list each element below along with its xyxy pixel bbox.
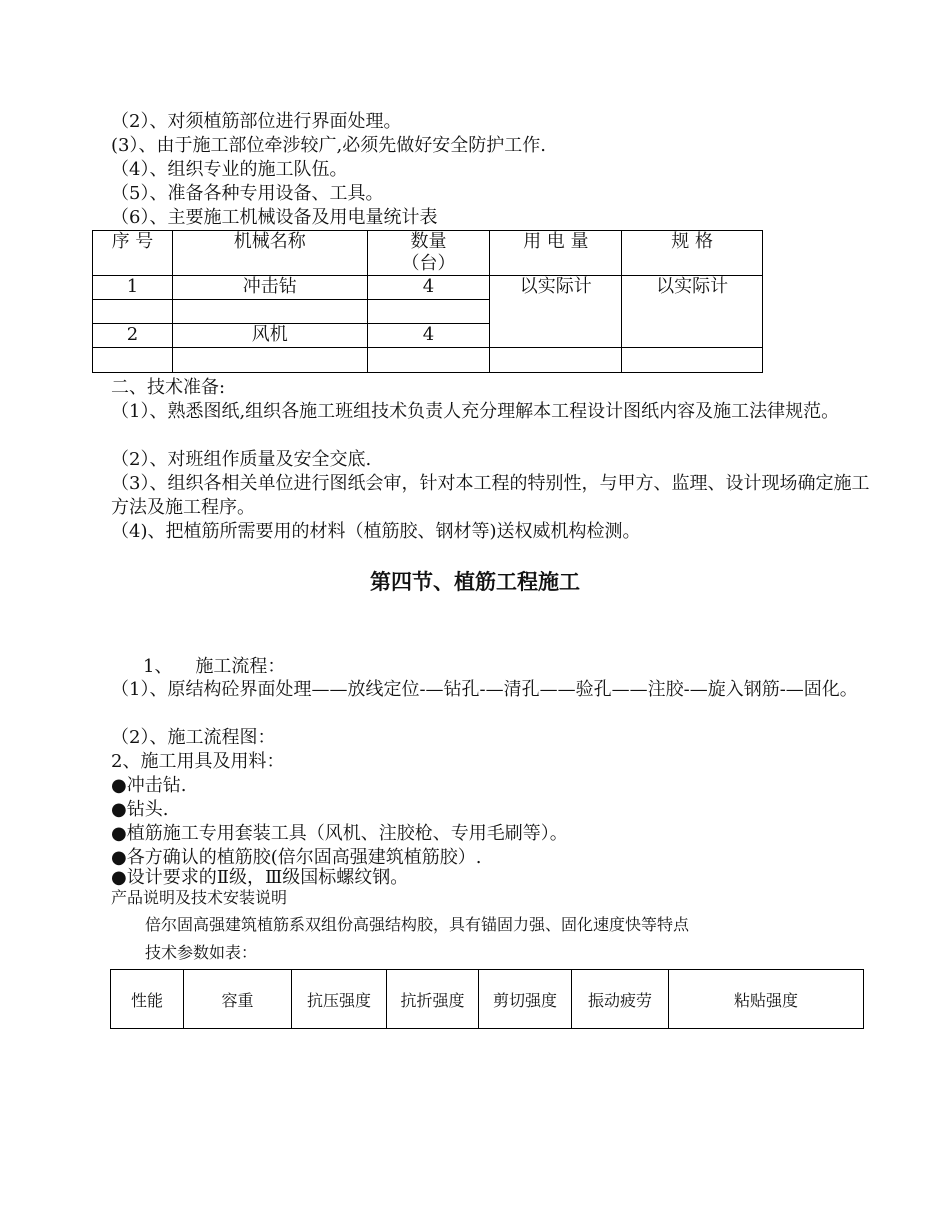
tool-item: ●钻头. [111,799,169,820]
params-cell: 容重 [184,970,292,1029]
section-title: 第四节、植筋工程施工 [370,570,580,594]
tech-prep-heading: 二、技术准备: [111,377,226,398]
header-cell: 用 电 量 [490,231,622,276]
tool-item: ●冲击钻. [111,775,187,796]
header-qty: 数量 [410,231,447,252]
header-qty-unit: （台） [401,253,456,274]
equipment-table [92,230,763,373]
row-no: 1 [93,276,173,300]
product-heading: 产品说明及技术安装说明 [111,888,288,907]
spec-cell: 以实际计 [622,276,763,348]
prep-line: （4）、组织专业的施工队伍。 [111,159,348,180]
params-cell: 抗压强度 [292,970,387,1029]
params-cell: 抗折强度 [387,970,479,1029]
prep-line: （6）、主要施工机械设备及用电量统计表 [111,207,438,228]
tech-prep-item: （2）、对班组作质量及安全交底. [111,449,372,470]
tech-prep-item: （4)、把植筋所需要用的材料（植筋胶、钢材等)送权威机构检测。 [111,521,641,542]
params-cell: 粘贴强度 [669,970,864,1029]
header-cell: 规 格 [622,231,763,276]
row-qty: 4 [367,324,490,348]
table-header-row [93,231,763,276]
tech-prep-item: （1）、熟悉图纸,组织各施工班组技术负责人充分理解本工程设计图纸内容及施工法律规范。 [111,401,840,422]
tech-prep-item: （3）、组织各相关单位进行图纸会审，针对本工程的特别性，与甲方、监理、设计现场确定施工方法及施工程序。 [111,473,870,518]
header-cell: 机械名称 [172,231,367,276]
table-row [93,276,763,300]
tools-heading: 2、施工用具及用料： [111,751,285,772]
tool-item: ●各方确认的植筋胶(倍尔固高强建筑植筋胶）. [111,847,482,868]
prep-line: （2）、对须植筋部位进行界面处理。 [111,111,402,132]
power-cell: 以实际计 [490,276,622,348]
tool-item: ●植筋施工专用套装工具（风机、注胶枪、专用毛刷等）。 [111,823,568,844]
tool-item: ●设计要求的Ⅱ级，Ⅲ级国标螺纹钢。 [111,867,409,888]
row-name: 冲击钻 [172,276,367,300]
process-heading: 1、 施工流程： [143,656,286,677]
params-cell: 振动疲劳 [572,970,669,1029]
params-label: 技术参数如表： [145,943,258,962]
prep-line: （5）、准备各种专用设备、工具。 [111,183,384,204]
prep-line: (3）、由于施工部位牵涉较广,必须先做好安全防护工作. [111,135,546,156]
header-cell: 序 号 [93,231,173,276]
header-cell [367,231,490,276]
params-header-row [111,970,864,1029]
params-table [110,969,864,1029]
table-row-empty [93,348,763,373]
product-desc: 倍尔固高强建筑植筋系双组份高强结构胶，具有锚固力强、固化速度快等特点 [145,915,690,934]
row-no: 2 [93,324,173,348]
process-step: （2）、施工流程图： [111,727,276,748]
process-step: （1）、原结构砼界面处理——放线定位-—钻孔-—清孔——验孔——注胶-—旋入钢筋-—固化。 [111,679,858,700]
params-cell: 剪切强度 [479,970,572,1029]
row-name: 风机 [172,324,367,348]
row-qty: 4 [367,276,490,300]
params-cell: 性能 [111,970,184,1029]
